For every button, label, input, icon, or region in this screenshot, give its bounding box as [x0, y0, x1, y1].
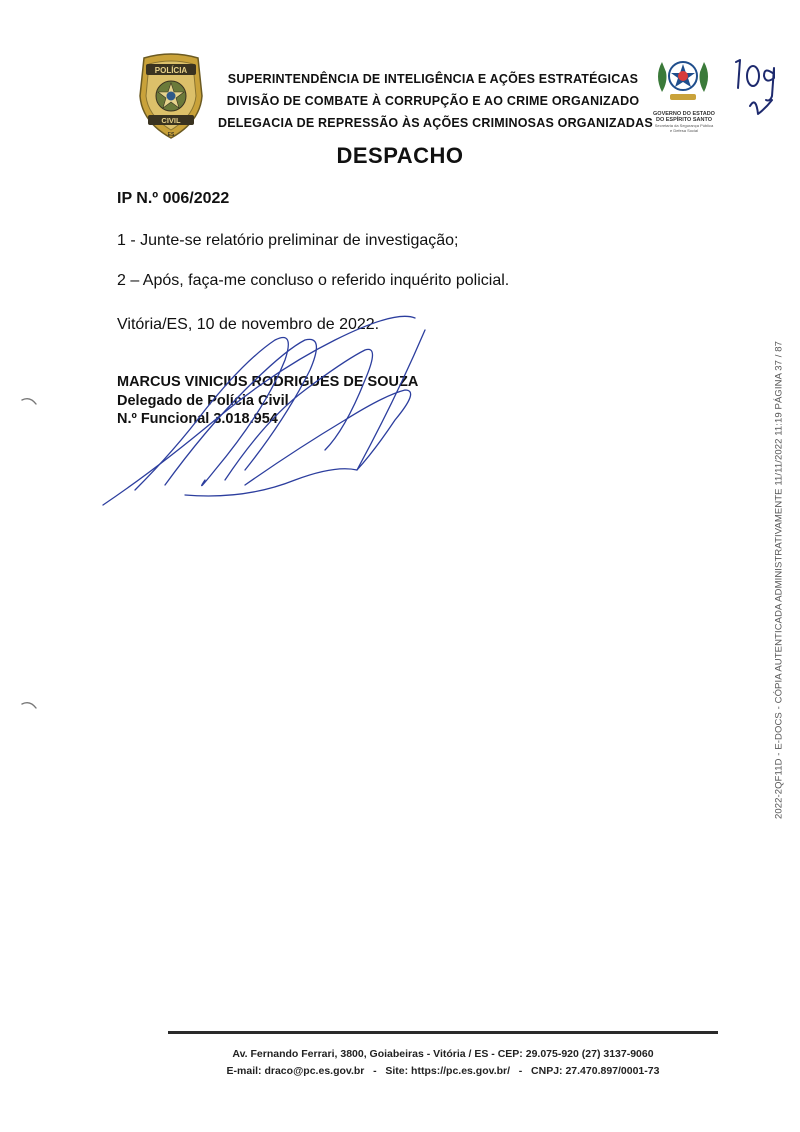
gov-line-2: DO ESPÍRITO SANTO	[655, 117, 713, 123]
gov-line-1: GOVERNO DO ESTADO	[653, 111, 715, 117]
order-item-2: 2 – Após, faça-me concluso o referido inquérito policial.	[117, 272, 510, 289]
punch-hole-mark	[20, 700, 38, 712]
handwritten-page-number	[728, 54, 790, 126]
header-line-delegacia: DELEGACIA DE REPRESSÃO ÀS AÇÕES CRIMINOSAS ORGANIZADAS	[218, 116, 653, 130]
svg-text:CIVIL: CIVIL	[161, 116, 181, 125]
gov-line-3: Secretaria da Segurança Pública	[654, 123, 714, 128]
government-emblem-logo	[648, 48, 718, 104]
place-date-line: Vitória/ES, 10 de novembro de 2022.	[117, 316, 380, 333]
footer-divider	[168, 1031, 718, 1034]
policia-civil-badge-logo	[136, 52, 206, 142]
gov-line-4: e Defesa Social	[669, 128, 698, 133]
government-caption	[650, 111, 718, 133]
punch-hole-mark	[20, 396, 38, 408]
order-item-1: 1 - Junte-se relatório preliminar de investigação;	[117, 232, 459, 249]
side-stamp-text: 2022-2QF11D - E-DOCS - CÓPIA AUTENTICADA ADMINISTRATIVAMENTE 11/11/2022 11:19 PÁGINA 37 / 87	[773, 340, 785, 820]
footer-address: Av. Fernando Ferrari, 3800, Goiabeiras - Vitória / ES - CEP: 29.075-920 (27) 3137-9060	[232, 1048, 654, 1060]
gov-secretariat	[650, 123, 718, 133]
header-line-superintendencia: SUPERINTENDÊNCIA DE INTELIGÊNCIA E AÇÕES ESTRATÉGICAS	[227, 72, 639, 86]
document-title: DESPACHO	[336, 143, 464, 168]
signatory-name: MARCUS VINICIUS RODRIGUES DE SOUZA	[117, 374, 419, 390]
signatory-registration: N.º Funcional 3.018.954	[117, 411, 278, 427]
institution-header	[218, 68, 653, 134]
handwritten-signature	[95, 300, 455, 520]
svg-text:ES: ES	[167, 132, 175, 138]
signatory-role: Delegado de Polícia Civil	[117, 392, 289, 409]
footer-contacts: E-mail: draco@pc.es.gov.br - Site: https://pc.es.gov.br/ - CNPJ: 27.470.897/0001-73	[226, 1065, 660, 1077]
footer-contact	[168, 1046, 718, 1080]
svg-text:POLÍCIA: POLÍCIA	[154, 66, 188, 75]
inquerito-number: IP N.º 006/2022	[117, 190, 230, 207]
header-line-divisao: DIVISÃO DE COMBATE À CORRUPÇÃO E AO CRIME ORGANIZADO	[226, 94, 640, 108]
